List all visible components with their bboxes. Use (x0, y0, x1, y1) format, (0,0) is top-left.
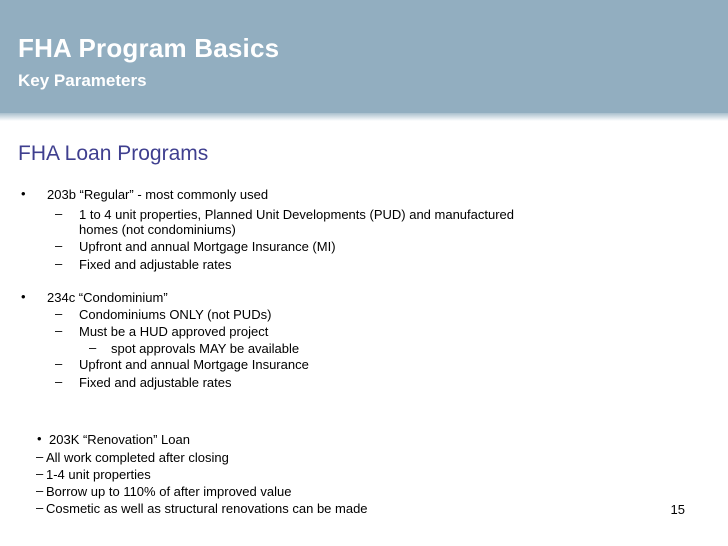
list-item: All work completed after closing (46, 450, 229, 465)
list-item: 1 to 4 unit properties, Planned Unit Developments (PUD) and manufactured (79, 207, 515, 222)
list-item: Borrow up to 110% of after improved value (46, 484, 292, 499)
list-item: Upfront and annual Mortgage Insurance (MI) (79, 239, 336, 254)
program-203k-title: 203K “Renovation” Loan (49, 432, 190, 447)
dash-icon: – (55, 238, 63, 253)
list-item: spot approvals MAY be available (111, 341, 300, 356)
dash-icon: – (55, 306, 63, 321)
dash-icon: – (55, 256, 63, 271)
page-number: 15 (670, 502, 685, 517)
dash-icon: – (55, 356, 63, 371)
dash-icon: – (36, 466, 44, 481)
program-203b-title: 203b “Regular” - most commonly used (47, 187, 269, 202)
list-item: Cosmetic as well as structural renovations can be made (46, 501, 368, 516)
header-gradient-band (0, 113, 728, 121)
dash-icon: – (36, 449, 44, 464)
bullet-icon: • (37, 431, 42, 446)
list-item: Upfront and annual Mortgage Insurance (79, 357, 309, 372)
list-item: Condominiums ONLY (not PUDs) (79, 307, 272, 322)
dash-icon: – (36, 483, 44, 498)
bullet-icon: • (21, 289, 26, 304)
bullet-icon: • (21, 186, 26, 201)
dash-icon: – (55, 206, 63, 221)
dash-icon: – (89, 340, 97, 355)
dash-icon: – (36, 500, 44, 515)
list-item: Must be a HUD approved project (79, 324, 269, 339)
slide-title: FHA Program Basics (18, 33, 280, 63)
dash-icon: – (55, 323, 63, 338)
list-item: 1-4 unit properties (46, 467, 151, 482)
list-item: Fixed and adjustable rates (79, 257, 232, 272)
program-234c-title: 234c “Condominium” (47, 290, 168, 305)
list-item: homes (not condominiums) (79, 222, 236, 237)
dash-icon: – (55, 374, 63, 389)
title-bar (0, 0, 728, 113)
slide-subtitle: Key Parameters (18, 71, 147, 90)
section-heading: FHA Loan Programs (18, 142, 209, 165)
list-item: Fixed and adjustable rates (79, 375, 232, 390)
